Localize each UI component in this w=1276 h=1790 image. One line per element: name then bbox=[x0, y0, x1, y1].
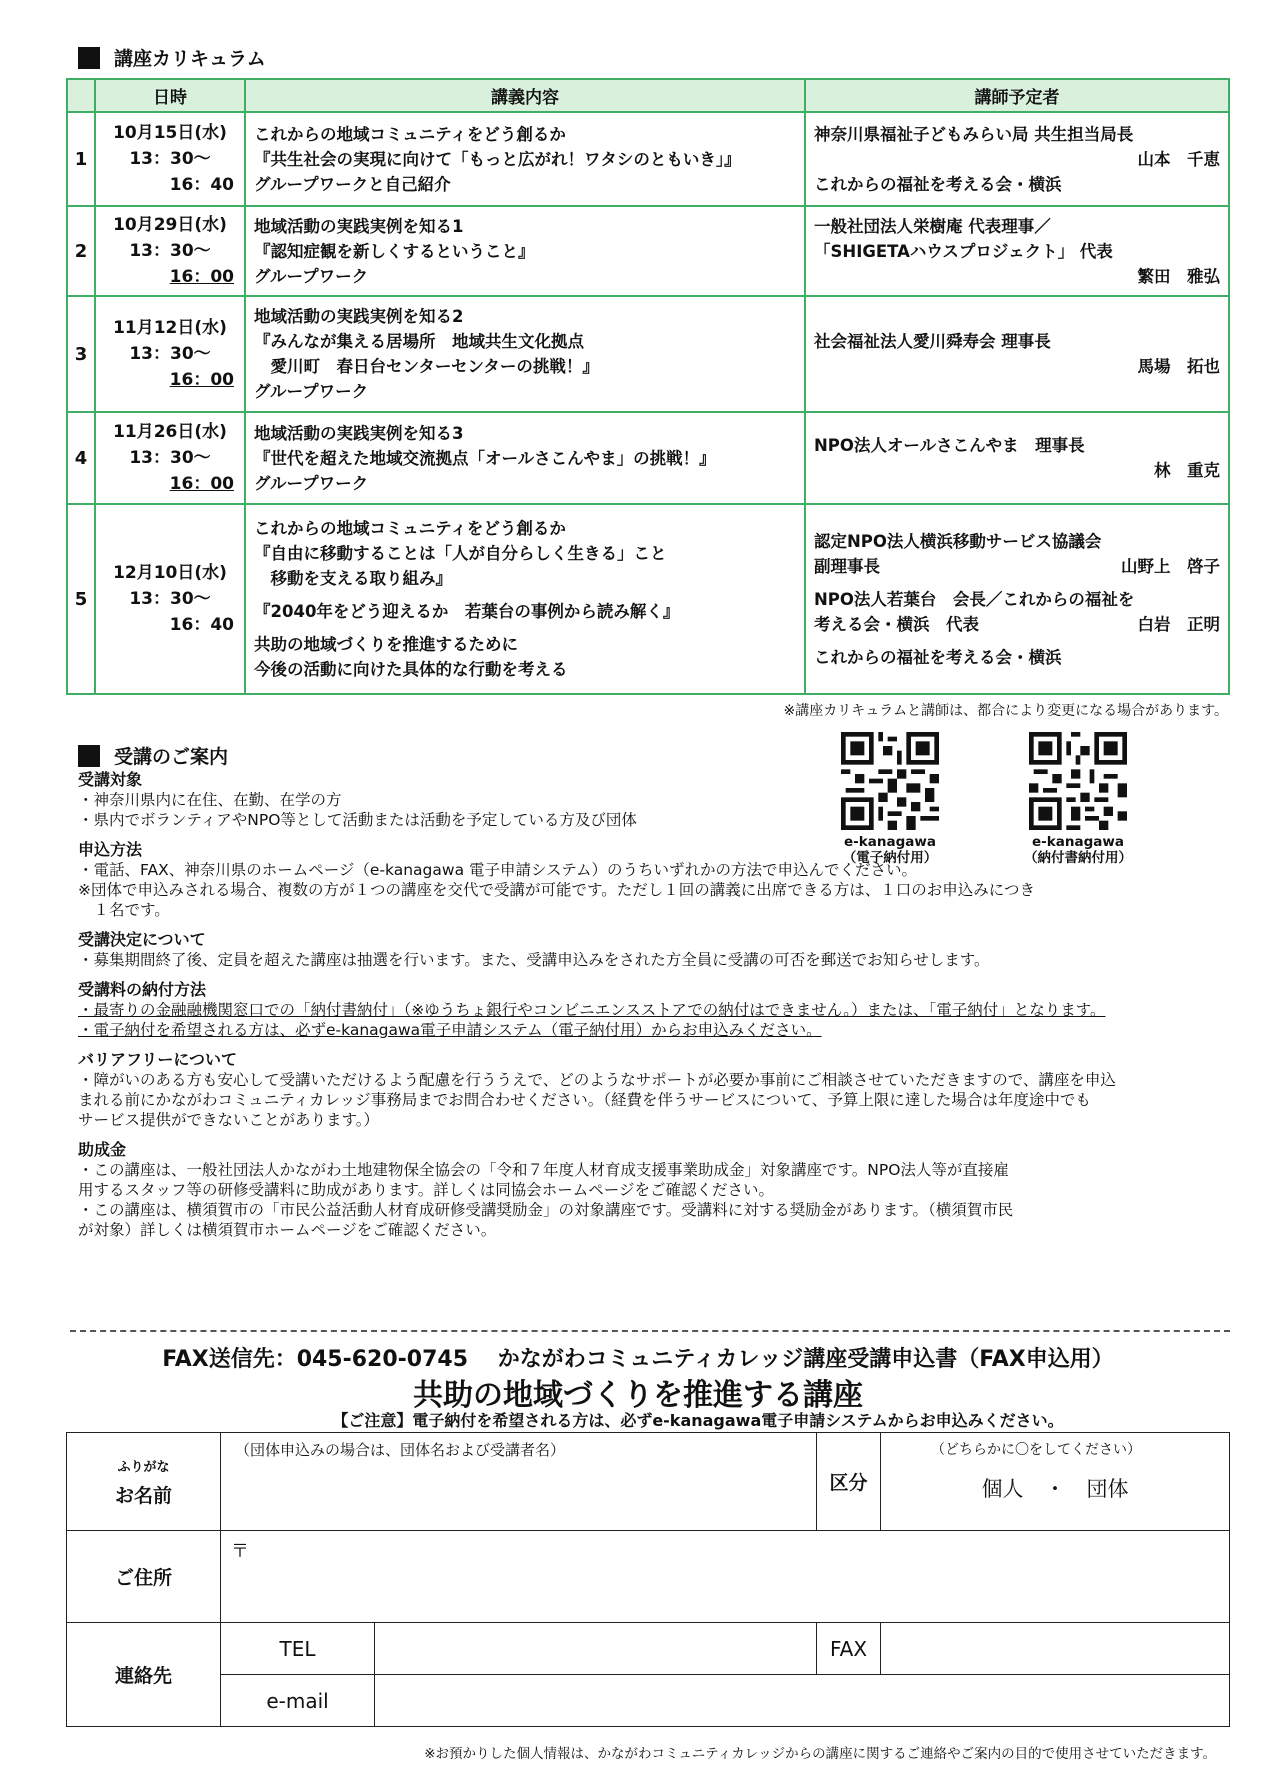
barrier-title: バリアフリーについて bbox=[78, 1050, 238, 1069]
privacy-note: ※お預かりした個人情報は、かながわコミュニティカレッジからの講座に関するご連絡やご案内の目的で使用させていただきます。 bbox=[424, 1746, 1216, 1762]
table-row bbox=[67, 504, 1229, 694]
row-date: 10月15日(水) 13：30～ 16：40 bbox=[95, 112, 245, 206]
fax-line: FAX送信先：045-620-0745 かながわコミュニティカレッジ講座受講申込書（FAX申込用） bbox=[162, 1347, 1114, 1372]
fax-title: 共助の地域づくりを推進する講座 bbox=[413, 1378, 863, 1413]
table-row bbox=[67, 112, 1229, 206]
cut-line bbox=[70, 1330, 1230, 1332]
fee-title: 受講料の納付方法 bbox=[78, 980, 207, 999]
row-content: 地域活動の実践実例を知る2 『みんなが集える居場所 地域共生文化拠点 愛川町 春日台センターセンターの挑戦！』 グループワーク bbox=[245, 296, 805, 412]
row-date: 10月29日(水) 13：30～ 16：00 bbox=[95, 206, 245, 296]
fax-caution: 【ご注意】電子納付を希望される方は、必ずe-kanagawa電子申請システムからお申込みください。 bbox=[332, 1411, 1064, 1430]
header-date: 日時 bbox=[95, 79, 245, 112]
header-content: 講義内容 bbox=[245, 79, 805, 112]
address-label: ご住所 bbox=[67, 1531, 221, 1623]
form-row-tel bbox=[67, 1623, 1230, 1675]
tel-label: TEL bbox=[221, 1623, 375, 1675]
kubun-label: 区分 bbox=[817, 1433, 881, 1531]
row-lecturer: 認定NPO法人横浜移動サービス協議会 副理事長 山野上 啓子 NPO法人若葉台 会長／これからの福祉を 考える会・横浜 代表 白岩 正明 これからの福祉を考える会・横浜 bbox=[805, 504, 1229, 694]
curriculum-header-row bbox=[67, 79, 1229, 112]
guide-heading: 受講のご案内 bbox=[78, 742, 228, 769]
curriculum-note: ※講座カリキュラムと講師は、都合により変更になる場合があります。 bbox=[783, 703, 1228, 719]
row-lecturer: 一般社団法人栄樹庵 代表理事／ 「SHIGETAハウスプロジェクト」 代表 繁田 雅弘 bbox=[805, 206, 1229, 296]
row-lecturer: 神奈川県福祉子どもみらい局 共生担当局長 山本 千恵 これからの福祉を考える会・横浜 bbox=[805, 112, 1229, 206]
row-num: 1 bbox=[67, 112, 95, 206]
name-input[interactable]: （団体申込みの場合は、団体名および受講者名） bbox=[221, 1433, 817, 1531]
decision-title: 受講決定について bbox=[78, 930, 206, 949]
row-content: 地域活動の実践実例を知る1 『認知症観を新しくするということ』 グループワーク bbox=[245, 206, 805, 296]
header-lecturer: 講師予定者 bbox=[805, 79, 1229, 112]
application-form bbox=[66, 1432, 1230, 1727]
form-row-name bbox=[67, 1433, 1230, 1531]
kubun-select[interactable]: （どちらかに〇をしてください） 個人 ・ 団体 bbox=[881, 1433, 1230, 1531]
row-num: 4 bbox=[67, 412, 95, 504]
row-content: これからの地域コミュニティをどう創るか 『共生社会の実現に向けて「もっと広がれ！ワタシのともいき」』 グループワークと自己紹介 bbox=[245, 112, 805, 206]
fax-label: FAX bbox=[817, 1623, 881, 1675]
row-date: 11月26日(水) 13：30～ 16：00 bbox=[95, 412, 245, 504]
email-label: e-mail bbox=[221, 1675, 375, 1727]
name-label-cell: ふりがな お名前 bbox=[67, 1433, 221, 1531]
row-num: 5 bbox=[67, 504, 95, 694]
row-num: 3 bbox=[67, 296, 95, 412]
header-num bbox=[67, 79, 95, 112]
row-lecturer: 社会福祉法人愛川舜寿会 理事長 馬場 拓也 bbox=[805, 296, 1229, 412]
contact-label: 連絡先 bbox=[67, 1623, 221, 1727]
row-lecturer: NPO法人オールさこんやま 理事長 林 重克 bbox=[805, 412, 1229, 504]
row-content: 地域活動の実践実例を知る3 『世代を超えた地域交流拠点「オールさこんやま」の挑戦！』 グループワーク bbox=[245, 412, 805, 504]
table-row bbox=[67, 206, 1229, 296]
row-date: 12月10日(水) 13：30～ 16：40 bbox=[95, 504, 245, 694]
curriculum-heading: 講座カリキュラム bbox=[78, 44, 266, 71]
apply-title: 申込方法 bbox=[78, 840, 143, 859]
address-input[interactable]: 〒 bbox=[221, 1531, 1230, 1623]
subsidy-title: 助成金 bbox=[78, 1140, 127, 1159]
square-bullet-icon bbox=[78, 47, 100, 69]
row-date: 11月12日(水) 13：30～ 16：00 bbox=[95, 296, 245, 412]
qr-invoice-payment[interactable]: e-kanagawa （納付書納付用） bbox=[988, 732, 1168, 866]
tel-input[interactable] bbox=[375, 1623, 817, 1675]
guide-body: 受講対象 ・神奈川県内に在住、在勤、在学の方 ・県内でボランティアやNPO等として活動または活動を予定している方及び団体 申込方法 ・電話、FAX、神奈川県のホームページ（e-kanagawa 電子申請システム）のうちいずれかの方法で申込んでください。 ※団体で申込みされる場合、複数の方が１つの講座を交代で受講が可能です。ただし１回の講義に出席できる方は、１口のお申込みにつき １名です。 受講決定について ・募集期間終了後、定員を超えた講座は抽選を行います。また、受講申込みをされた方全員に受講の可否を郵送でお知らせします。 受講料の納付方法 ・最寄りの金融融機関窓口での「納付書納付」（※ゆうちょ銀行やコンビニエンスストアでの納付はできません。）または、「電子納付」となります。 ・電子納付を希望される方は、必ずe-kanagawa電子申請システム（電子納付用）からお申込みください。 バリアフリーについて ・障がいのある方も安心して受講いただけるよう配慮を行ううえで、どのようなサポートが必要か事前にご相談させていただきますので、講座を申込 まれる前にかながわコミュニティカレッジ事務局までお問合わせください。（経費を伴うサービスについて、予算上限に達した場合は年度途中でも サービス提供ができないことがあります。） 助成金 ・この講座は、一般社団法人かながわ土地建物保全協会の「令和７年度人材育成支援事業助成金」対象講座です。NPO法人等が直接雇 用するスタッフ等の研修受講料に助成があります。詳しくは同協会ホームページをご確認ください。 ・この講座は、横須賀市の「市民公益活動人材育成研修受講奨励金」の対象講座です。受講料に対する奨励金があります。（横須賀市民 が対象）詳しくは横須賀市ホームページをご確認ください。 bbox=[78, 770, 1228, 1240]
table-row bbox=[67, 296, 1229, 412]
email-input[interactable] bbox=[375, 1675, 1230, 1727]
row-num: 2 bbox=[67, 206, 95, 296]
row-content: これからの地域コミュニティをどう創るか 『自由に移動することは「人が自分らしく生きる」こと 移動を支える取り組み』 『2040年をどう迎えるか 若葉台の事例から読み解く』 共助の地域づくりを推進するために 今後の活動に向けた具体的な行動を考える bbox=[245, 504, 805, 694]
fax-input[interactable] bbox=[881, 1623, 1230, 1675]
form-row-email bbox=[67, 1675, 1230, 1727]
target-title: 受講対象 bbox=[78, 770, 143, 789]
square-bullet-icon bbox=[78, 745, 100, 767]
table-row bbox=[67, 412, 1229, 504]
qr-electronic-payment[interactable]: e-kanagawa （電子納付用） bbox=[800, 732, 980, 866]
form-row-address bbox=[67, 1531, 1230, 1623]
curriculum-table bbox=[66, 78, 1230, 695]
